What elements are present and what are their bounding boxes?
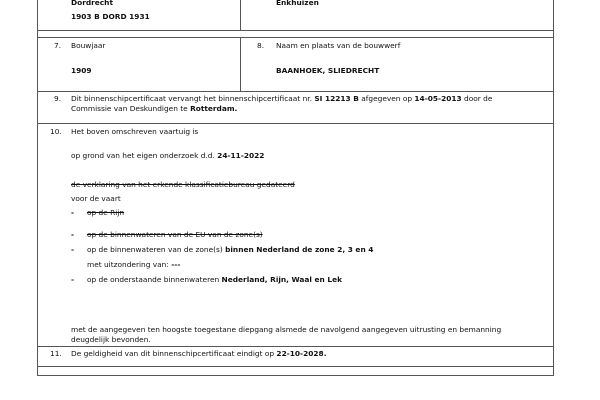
row9-place: Rotterdam. [190,104,238,113]
closing-line-2: deugdelijk bevonden. [71,335,151,344]
rule-below-row6 [37,30,554,31]
row8-label: Naam en plaats van de bouwwerf [276,41,401,50]
rule-above-row10 [37,123,554,124]
row11-text: De geldigheid van dit binnenschipcertificaat eindigt op [71,349,275,358]
rule-below-row11 [37,366,554,367]
rule-bottom [37,375,554,376]
waters-line [87,275,342,284]
struck-rijn: op de Rijn [87,208,125,217]
row9-issue-date: 14-05-2013 [414,94,462,103]
row10-number: 10. [50,127,62,136]
row7-label: Bouwjaar [71,41,106,50]
row7-number: 7. [54,41,62,50]
frame-left-border [37,0,38,376]
closing-line-1: met de aangegeven ten hoogste toegestane diepgang alsmede de navolgend aangegeven uitrusting en bemanning [71,325,502,334]
row8-value: BAANHOEK, SLIEDRECHT [276,66,380,75]
zones-line [87,245,373,254]
row6-number-value: 1903 B DORD 1931 [71,12,150,21]
exception-label: met uitzondering van: [87,260,169,269]
row6-place-value: Dordrecht [71,0,113,7]
inspection-date: 24-11-2022 [217,151,265,160]
voor-de-vaart: voor de vaart [71,194,121,203]
row10-line1: Het boven omschreven vaartuig is [71,127,199,136]
row11-line [71,349,327,358]
row7-value: 1909 [71,66,92,75]
zones-text: op de binnenwateren van de zone(s) [87,245,223,254]
row10-own-inspection [71,151,264,160]
frame-right-border [553,0,554,376]
row9-line2-text: Commissie van Deskundigen te [71,104,188,113]
own-inspection-text: op grond van het eigen onderzoek d.d. [71,151,215,160]
bullet-zones: - [71,245,75,254]
waters-value: Nederland, Rijn, Waal en Lek [221,275,342,284]
bullet-waters: - [71,275,75,284]
row9-cert-number: SI 12213 B [314,94,359,103]
row8-number: 8. [257,41,265,50]
row11-number: 11. [50,349,62,358]
row9-text-c: door de [464,94,493,103]
rule-above-row7 [37,37,554,38]
column-divider-row7-8 [240,37,241,91]
zones-value: binnen Nederland de zone 2, 3 en 4 [225,245,374,254]
column-divider-top [240,0,241,30]
struck-declaration: de verklaring van het erkende klassificatiebureau gedateerd [71,180,295,189]
rule-above-row11 [37,346,554,347]
rule-above-row9 [37,91,554,92]
row9-line2 [71,104,237,113]
row9-text-a: Dit binnenschipcertificaat vervangt het binnenschipcertificaat nr. [71,94,312,103]
row6-right-value: Enkhuizen [276,0,319,7]
exception-value: --- [171,260,181,269]
exception-line [87,260,180,269]
struck-eu-zones: op de binnenwateren van de EU van de zone(s) [87,230,263,239]
bullet-eu: - [71,230,75,239]
row9-number: 9. [54,94,62,103]
row9-line1 [71,94,492,103]
waters-text: op de onderstaande binnenwateren [87,275,220,284]
row11-expiry-date: 22-10-2028. [276,349,327,358]
row9-text-b: afgegeven op [361,94,413,103]
bullet-rijn: - [71,208,75,217]
